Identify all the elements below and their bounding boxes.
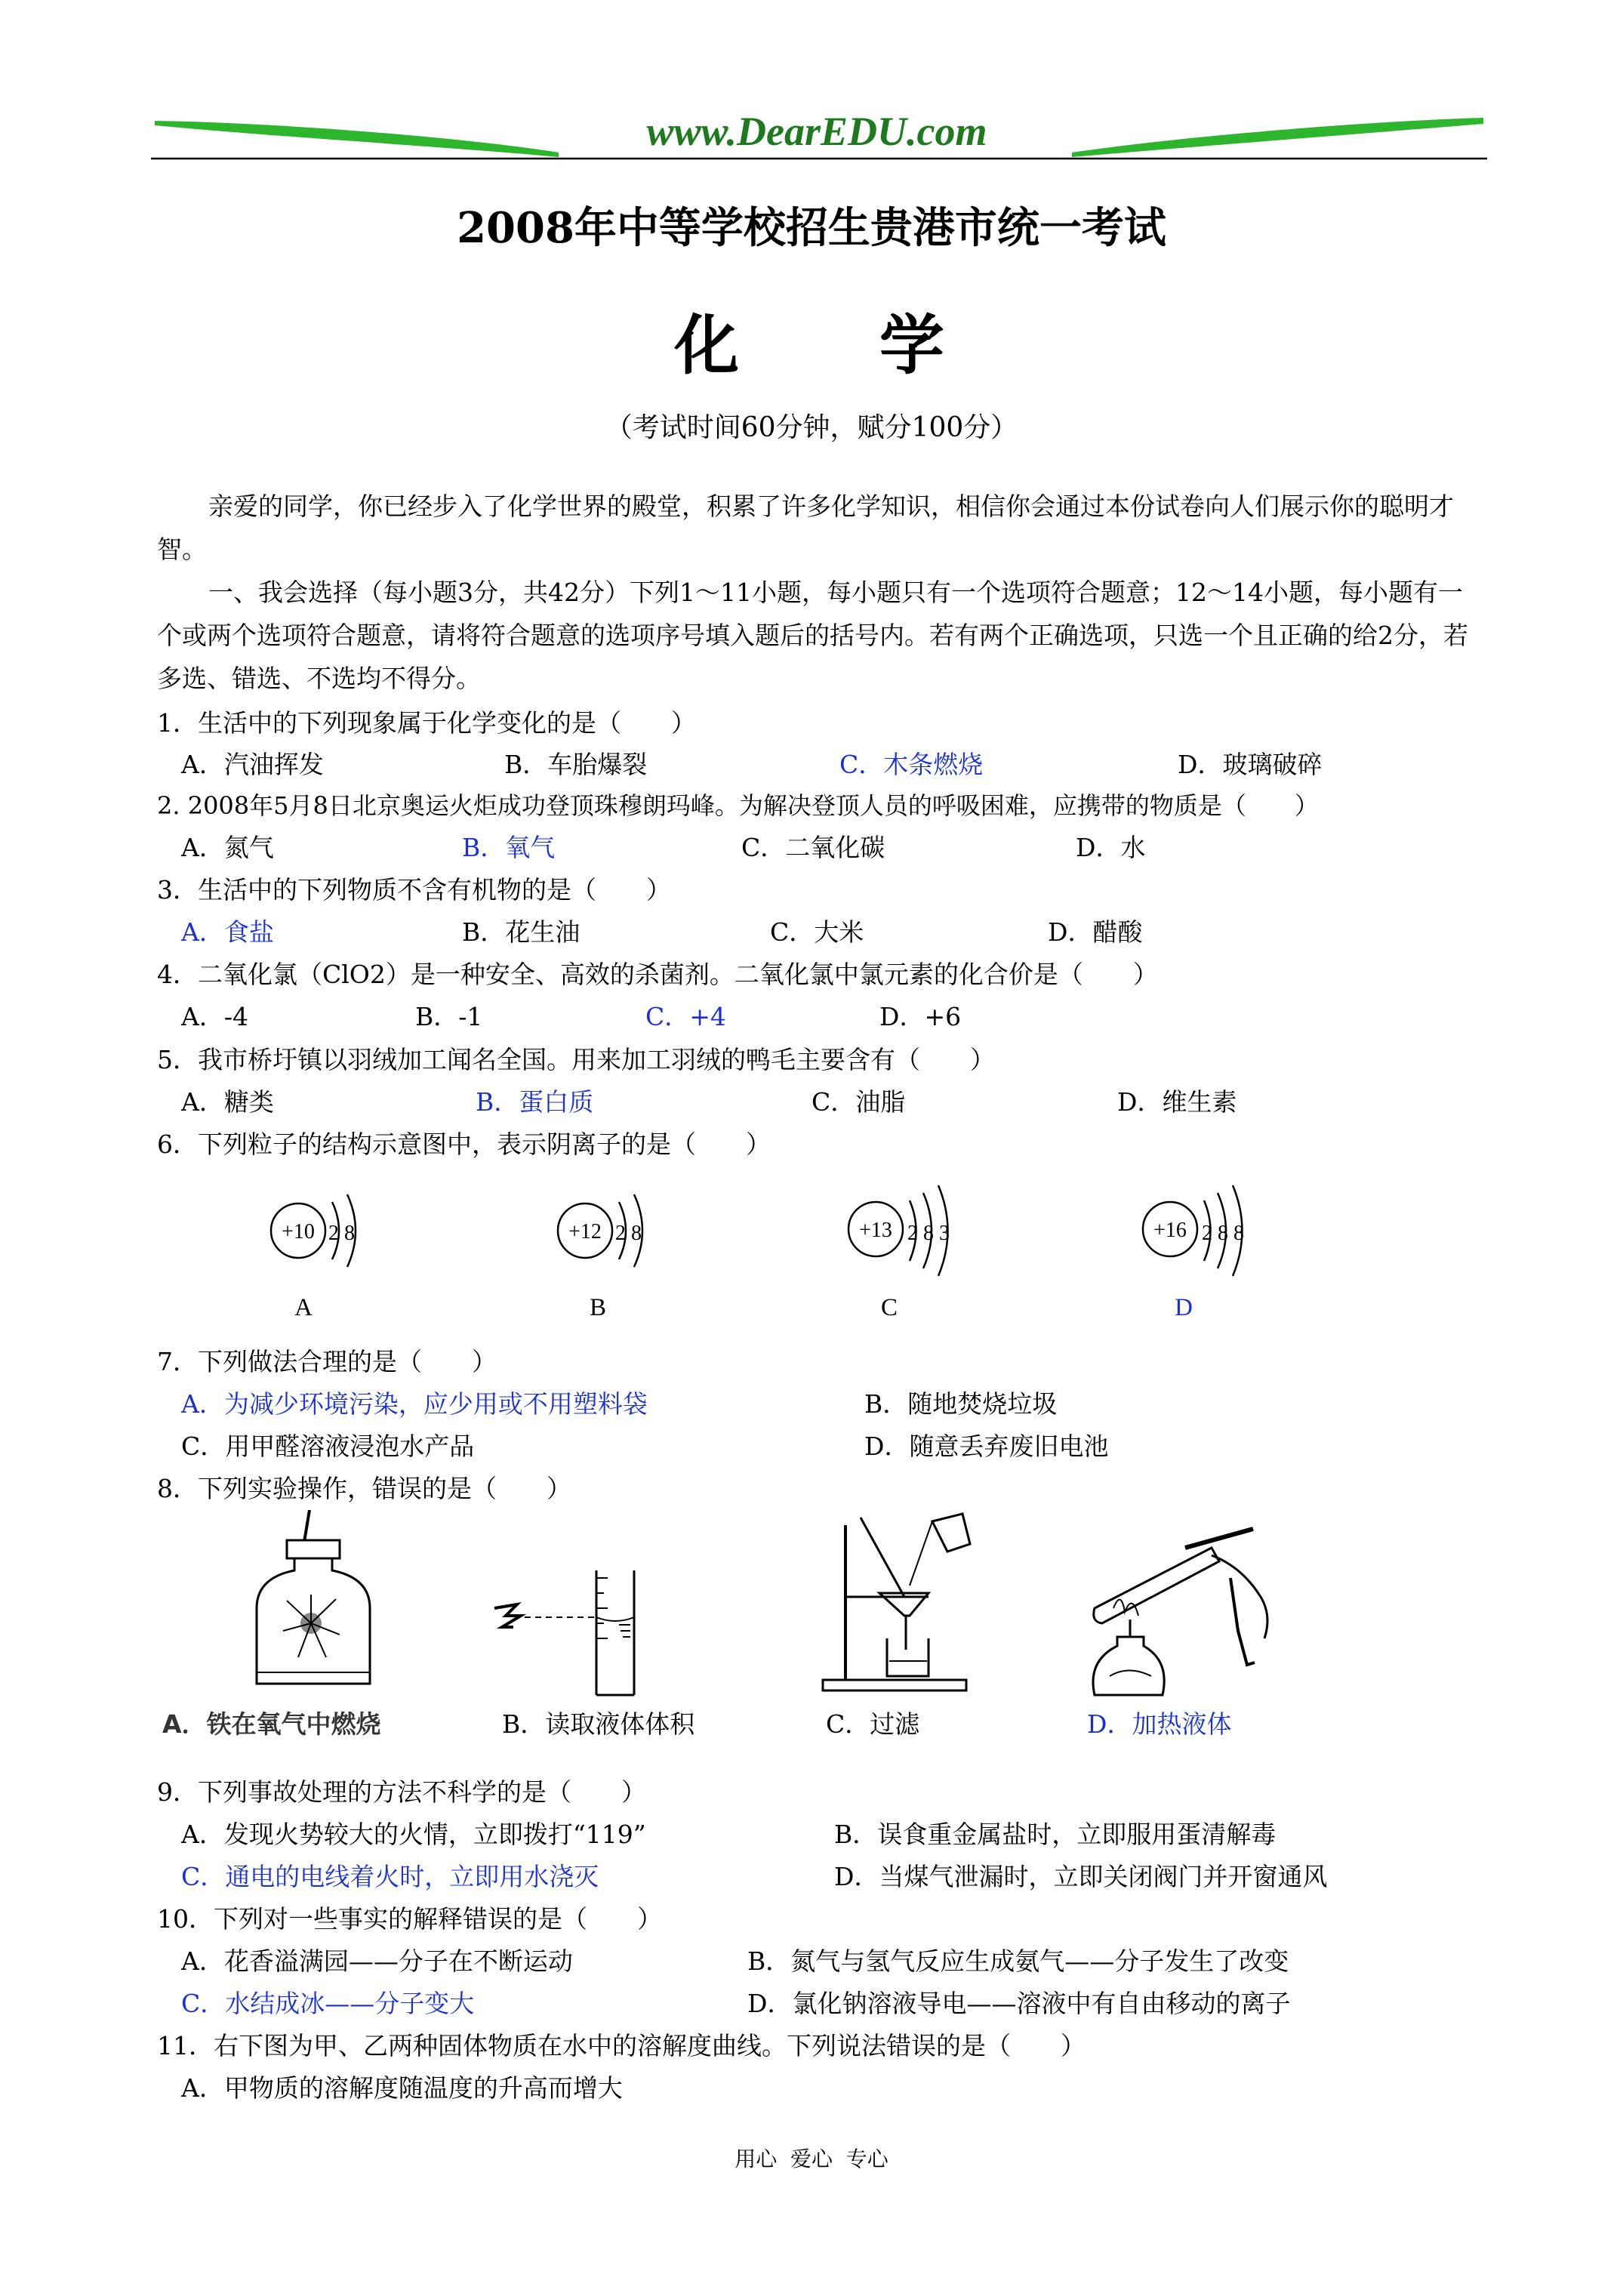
q2-option-c: C．二氧化碳: [741, 833, 885, 862]
q10-option-d: D．氯化钠溶液导电——溶液中有自由移动的离子: [747, 1989, 1291, 2018]
q5-option-c: C．油脂: [812, 1087, 906, 1117]
graduated-cylinder-illustration: [483, 1563, 672, 1699]
atom-a-label: A: [294, 1294, 313, 1321]
q2-option-d: D．水: [1076, 833, 1146, 862]
q7-stem: 7．下列做法合理的是（ ）: [157, 1347, 497, 1376]
atom-d-shells: 2 8 8: [1202, 1222, 1244, 1245]
atom-a-shells: 2 8: [328, 1222, 355, 1245]
q8-stem: 8．下列实验操作，错误的是（ ）: [157, 1474, 571, 1503]
atom-diagram-a: [271, 1194, 356, 1321]
atom-d-label-answer: D: [1175, 1294, 1193, 1321]
q11-option-a: A．甲物质的溶解度随温度的升高而增大: [181, 2073, 623, 2103]
q8-option-d-answer: D．加热液体: [1087, 1709, 1232, 1739]
right-leaf-decoration: [1072, 118, 1483, 157]
q3-option-c: C．大米: [770, 917, 864, 947]
site-logo-text: www.DearEDU.com: [646, 109, 987, 154]
q4-stem: 4．二氧化氯（ClO2）是一种安全、高效的杀菌剂。二氧化氯中氯元素的化合价是（ ）: [157, 960, 1158, 989]
q3-option-a-answer: A．食盐: [181, 917, 274, 947]
q5-option-a: A．糖类: [181, 1087, 274, 1117]
q7-option-a-answer: A．为减少环境污染，应少用或不用塑料袋: [181, 1389, 648, 1419]
q4-option-a: A．-4: [181, 1002, 248, 1031]
q9-option-d: D．当煤气泄漏时，立即关闭阀门并开窗通风: [834, 1862, 1328, 1891]
q8-option-a: A．铁在氧气中燃烧: [162, 1709, 381, 1739]
q1-stem: 1．生活中的下列现象属于化学变化的是（ ）: [157, 708, 696, 738]
exam-info: （考试时间60分钟，赋分100分）: [605, 412, 1018, 443]
q3-stem: 3．生活中的下列物质不含有机物的是（ ）: [157, 875, 671, 905]
atom-c-nucleus: +13: [859, 1219, 892, 1242]
q3-option-b: B．花生油: [462, 917, 581, 947]
q9-option-b: B．误食重金属盐时，立即服用蛋清解毒: [834, 1820, 1277, 1849]
left-leaf-decoration: [155, 121, 559, 157]
atom-b-label: B: [589, 1294, 607, 1321]
q2-stem: 2. 2008年5月8日北京奥运火炬成功登顶珠穆朗玛峰。为解决登顶人员的呼吸困难，应携带的物质是（ ）: [157, 791, 1319, 820]
q4-option-d: D．+6: [879, 1002, 962, 1031]
atom-b-shells: 2 8: [615, 1222, 642, 1245]
q10-option-b: B．氮气与氢气反应生成氨气——分子发生了改变: [747, 1946, 1289, 1976]
q5-stem: 5．我市桥圩镇以羽绒加工闻名全国。用来加工羽绒的鸭毛主要含有（ ）: [157, 1045, 995, 1074]
q1-option-c-answer: C．木条燃烧: [839, 750, 984, 779]
q8-option-c: C．过滤: [826, 1709, 920, 1739]
q9-option-c-answer: C．通电的电线着火时，立即用水浇灭: [181, 1862, 599, 1891]
q8-option-b: B．读取液体体积: [502, 1709, 695, 1739]
atom-c-shells: 2 8 3: [907, 1222, 950, 1245]
q10-option-a: A．花香溢满园——分子在不断运动: [181, 1946, 573, 1976]
q4-option-c-answer: C．+4: [645, 1002, 726, 1031]
subject-title: 化 学: [674, 307, 949, 384]
filtration-setup-illustration: [815, 1510, 974, 1699]
q6-stem: 6．下列粒子的结构示意图中，表示阴离子的是（ ）: [157, 1130, 771, 1159]
q1-option-a: A．汽油挥发: [181, 750, 324, 779]
q7-option-b: B．随地焚烧垃圾: [864, 1389, 1058, 1419]
q7-option-c: C．用甲醛溶液浸泡水产品: [181, 1432, 475, 1461]
q3-option-d: D．醋酸: [1048, 917, 1143, 947]
q9-option-a: A．发现火势较大的火情，立即拨打“119”: [181, 1820, 646, 1849]
atom-c-label: C: [880, 1294, 898, 1321]
q9-stem: 9．下列事故处理的方法不科学的是（ ）: [157, 1777, 646, 1807]
iron-burning-jar-illustration: [242, 1510, 385, 1691]
q11-stem: 11．右下图为甲、乙两种固体物质在水中的溶解度曲线。下列说法错误的是（ ）: [157, 2031, 1086, 2060]
atom-diagram-d: [1143, 1185, 1244, 1321]
q2-option-b-answer: B．氧气: [462, 833, 556, 862]
q5-option-d: D．维生素: [1117, 1087, 1237, 1117]
intro-paragraph: 亲爱的同学，你已经步入了化学世界的殿堂，积累了许多化学知识，相信你会通过本份试卷向人们展示你的聪明才智。: [157, 492, 1454, 564]
section1-instructions: 一、我会选择（每小题3分，共42分）下列1～11小题，每小题只有一个选项符合题意；12～14小题，每小题有一个或两个选项符合题意，请将符合题意的选项序号填入题后的括号内。若有两个正确选项，只选一个且正确的给2分，若多选、错选、不选均不得分。: [157, 578, 1468, 693]
q4-option-b: B．-1: [415, 1002, 483, 1031]
q2-option-a: A．氮气: [181, 833, 274, 862]
page-footer: 用心 爱心 专心: [735, 2147, 888, 2171]
q7-option-d: D．随意丢弃废旧电池: [864, 1432, 1109, 1461]
q1-option-b: B．车胎爆裂: [504, 750, 648, 779]
atom-a-nucleus: +10: [282, 1220, 315, 1244]
header-banner: [151, 106, 1487, 166]
heating-test-tube-illustration: [1079, 1525, 1283, 1699]
atom-d-nucleus: +16: [1153, 1219, 1187, 1242]
atom-structure-diagrams: [257, 1155, 1329, 1336]
atom-b-nucleus: +12: [568, 1220, 602, 1244]
q5-option-b-answer: B．蛋白质: [476, 1087, 594, 1117]
q10-stem: 10．下列对一些事实的解释错误的是（ ）: [157, 1904, 662, 1934]
atom-diagram-c: [848, 1185, 950, 1321]
exam-title: 2008年中等学校招生贵港市统一考试: [457, 203, 1166, 253]
atom-diagram-b: [558, 1194, 642, 1321]
q1-option-d: D．玻璃破碎: [1178, 750, 1323, 779]
q10-option-c-answer: C．水结成冰——分子变大: [181, 1989, 475, 2018]
